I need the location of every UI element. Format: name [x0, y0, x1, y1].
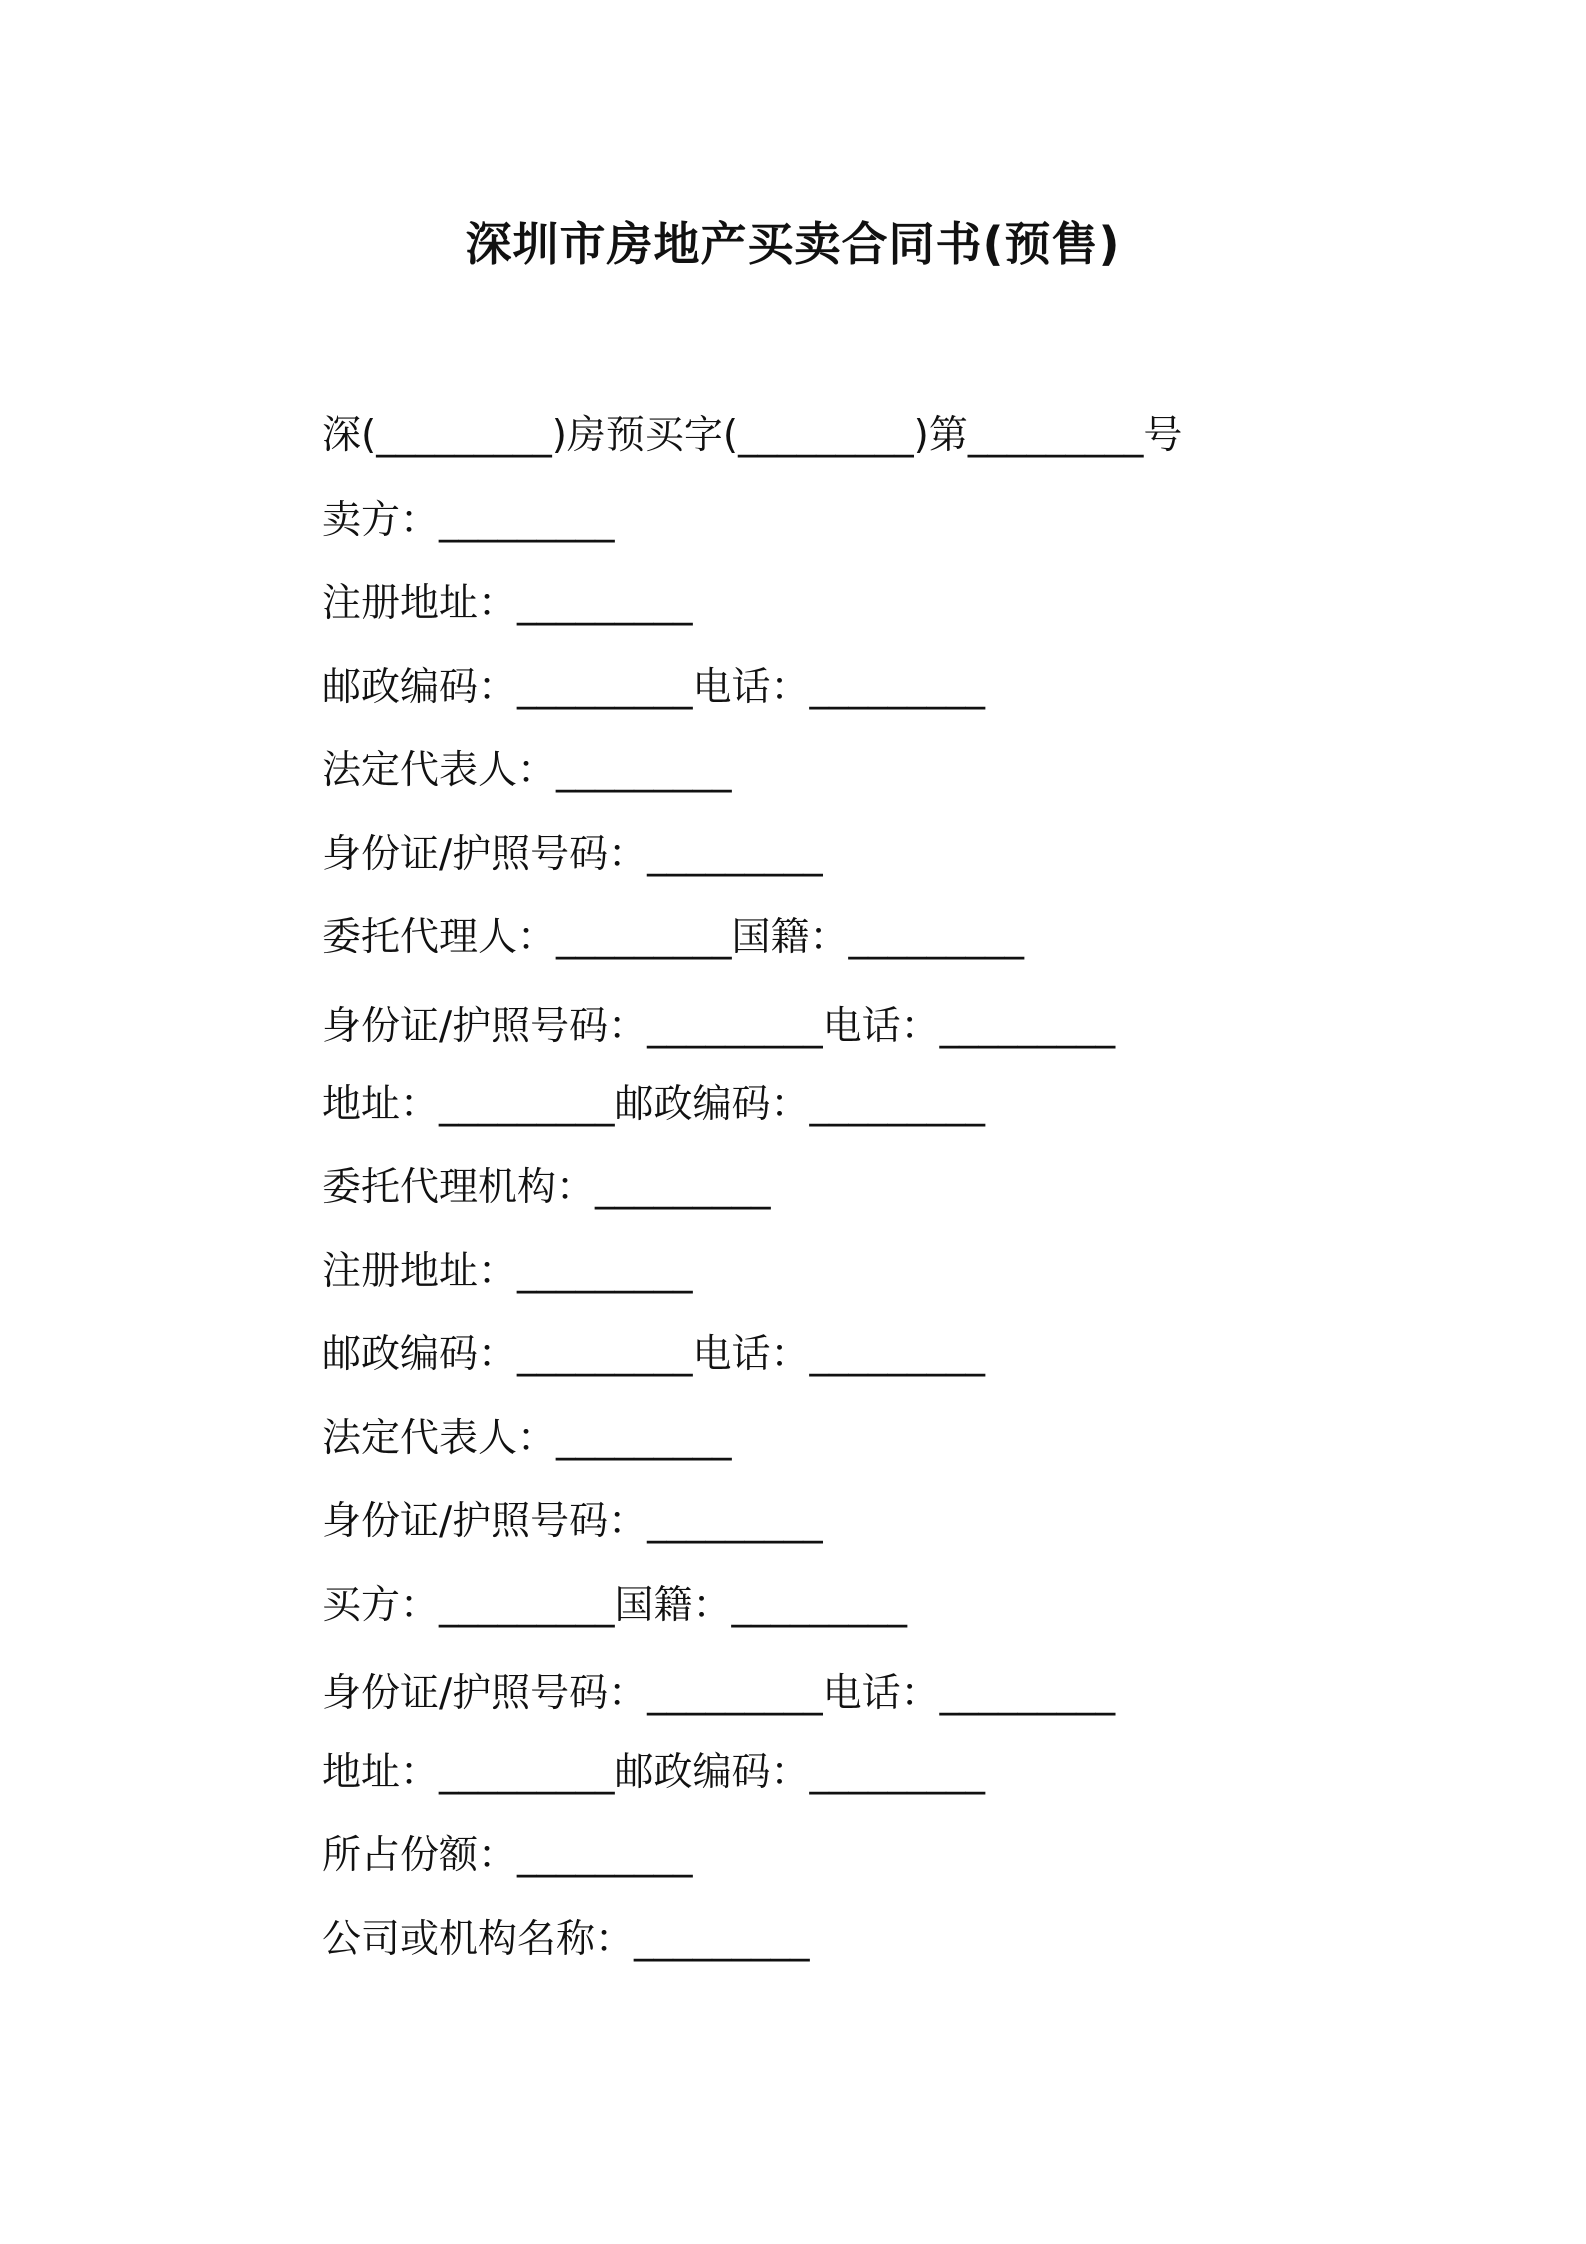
document-title: 深圳市房地产买卖合同书(预售): [465, 217, 1121, 271]
seller-registered-address-line: 注册地址：_________: [322, 581, 693, 626]
agency-registered-address-line: 注册地址：_________: [322, 1249, 693, 1294]
seller-agent-address-postcode-line: 地址：_________邮政编码：_________: [322, 1082, 986, 1127]
agency-postcode-phone-line: 邮政编码：_________电话：_________: [322, 1332, 986, 1377]
company-name-line: 公司或机构名称：_________: [322, 1917, 810, 1962]
buyer-address-postcode-line: 地址：_________邮政编码：_________: [322, 1750, 986, 1795]
seller-agent-nationality-line: 委托代理人：_________国籍：_________: [322, 915, 1025, 960]
seller-id-passport-line: 身份证/护照号码：_________: [322, 832, 823, 877]
buyer-id-phone-line: 身份证/护照号码：_________电话：_________: [322, 1671, 1116, 1716]
agency-id-passport-line: 身份证/护照号码：_________: [322, 1499, 823, 1544]
seller-legal-representative-line: 法定代表人：_________: [322, 748, 732, 793]
seller-agent-id-phone-line: 身份证/护照号码：_________电话：_________: [322, 1004, 1116, 1049]
seller-postcode-phone-line: 邮政编码：_________电话：_________: [322, 665, 986, 710]
agency-legal-representative-line: 法定代表人：_________: [322, 1416, 732, 1461]
agency-line: 委托代理机构：_________: [322, 1165, 771, 1210]
contract-number-line: 深(_________)房预买字(_________)第_________号: [322, 413, 1183, 458]
buyer-nationality-line: 买方：_________国籍：_________: [322, 1583, 908, 1628]
seller-line: 卖方：_________: [322, 498, 615, 543]
buyer-share-line: 所占份额：_________: [322, 1833, 693, 1878]
